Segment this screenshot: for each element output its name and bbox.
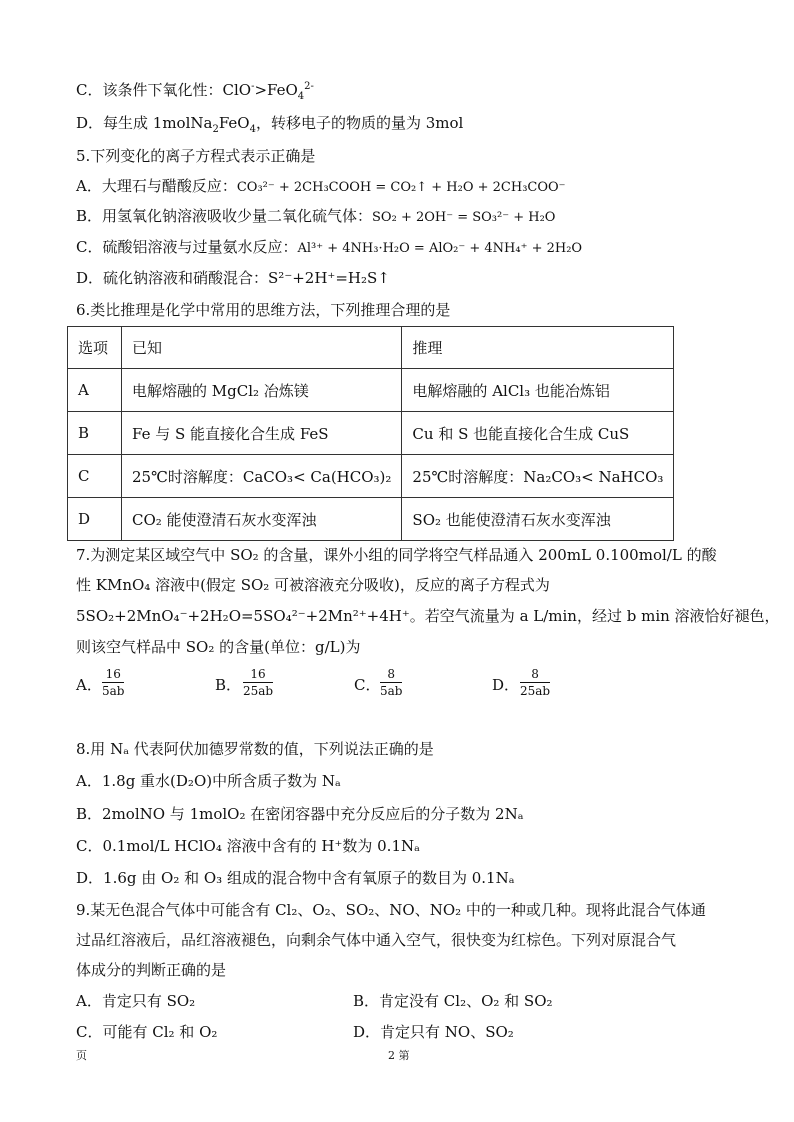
table-cell: 25℃时溶解度：Na₂CO₃< NaHCO₃ (402, 455, 674, 498)
q6-stem: 6.类比推理是化学中常用的思维方法，下列推理合理的是 (76, 301, 451, 319)
q9-line-1: 9.某无色混合气体中可能含有 Cl₂、O₂、SO₂、NO、NO₂ 中的一种或几种。现将此混合气体通 (76, 901, 706, 919)
table-row (68, 412, 674, 455)
q6-table (67, 326, 674, 541)
table-cell: CO₂ 能使澄清石灰水变浑浊 (122, 498, 402, 541)
table-cell: 电解熔融的 AlCl₃ 也能冶炼铝 (402, 369, 674, 412)
q8-option-d: D．1.6g 由 O₂ 和 O₃ 组成的混合物中含有氧原子的数目为 0.1Nₐ (76, 869, 515, 887)
q7-option-b-label: B． (215, 676, 242, 694)
q7-option-c-fraction: $\frac{8}{5ab}$ (380, 667, 403, 698)
q7-line-4: 则该空气样品中 SO₂ 的含量(单位：g/L)为 (76, 638, 361, 656)
table-row (68, 369, 674, 412)
table-cell: B (68, 412, 122, 455)
header-cell: 选项 (68, 327, 122, 369)
q9-option-a: A．肯定只有 SO₂ (76, 992, 196, 1010)
q4-option-c: C．该条件下氧化性：ClO->FeO$_4^{2-}$ (76, 81, 314, 102)
q9-option-c: C．可能有 Cl₂ 和 O₂ (76, 1023, 218, 1041)
q8-option-a: A．1.8g 重水(D₂O)中所含质子数为 Nₐ (76, 772, 341, 790)
q9-line-3: 体成分的判断正确的是 (76, 961, 227, 979)
table-cell: 电解熔融的 MgCl₂ 冶炼镁 (122, 369, 402, 412)
q7-line-3: 5SO₂+2MnO₄⁻+2H₂O=5SO₄²⁻+2Mn²⁺+4H⁺。若空气流量为 a L/min，经过 b min 溶液恰好褪色， (76, 607, 780, 625)
header-cell: 已知 (122, 327, 402, 369)
table-cell: 25℃时溶解度：CaCO₃< Ca(HCO₃)₂ (122, 455, 402, 498)
q8-option-b: B．2molNO 与 1molO₂ 在密闭容器中充分反应后的分子数为 2Nₐ (76, 805, 524, 823)
table-cell: D (68, 498, 122, 541)
table-header-row (68, 327, 674, 369)
q7-option-d-fraction: $\frac{8}{25ab}$ (520, 667, 551, 698)
table-row (68, 498, 674, 541)
footer-left: 页 (76, 1049, 87, 1062)
table-cell: A (68, 369, 122, 412)
q5-stem: 5.下列变化的离子方程式表示正确是 (76, 147, 316, 165)
q7-option-d-label: D． (492, 676, 520, 694)
q7-option-c-label: C． (354, 676, 381, 694)
q5-option-d: D．硫化钠溶液和硝酸混合：S²⁻+2H⁺=H₂S↑ (76, 269, 390, 287)
q7-option-a-fraction: $\frac{16}{5ab}$ (102, 667, 125, 698)
page-number: 2 第 (388, 1049, 410, 1062)
q5-option-c: C．硫酸铝溶液与过量氨水反应：Al³⁺ + 4NH₃·H₂O = AlO₂⁻ + 4NH₄⁺ + 2H₂O (76, 238, 583, 256)
q7-option-a-label: A． (76, 676, 102, 694)
q8-stem: 8.用 Nₐ 代表阿伏加德罗常数的值，下列说法正确的是 (76, 740, 434, 758)
table-cell: SO₂ 也能使澄清石灰水变浑浊 (402, 498, 674, 541)
q7-option-b-fraction: $\frac{16}{25ab}$ (243, 667, 274, 698)
q8-option-c: C．0.1mol/L HClO₄ 溶液中含有的 H⁺数为 0.1Nₐ (76, 837, 420, 855)
q9-option-b: B．肯定没有 Cl₂、O₂ 和 SO₂ (353, 992, 553, 1010)
table-cell: Fe 与 S 能直接化合生成 FeS (122, 412, 402, 455)
header-cell: 推理 (402, 327, 674, 369)
q5-option-a: A．大理石与醋酸反应：CO₃²⁻ + 2CH₃COOH = CO₂↑ + H₂O + 2CH₃COO⁻ (76, 177, 566, 195)
table-cell: Cu 和 S 也能直接化合生成 CuS (402, 412, 674, 455)
q5-option-b: B．用氢氧化钠溶液吸收少量二氧化硫气体：SO₂ + 2OH⁻ = SO₃²⁻ + H₂O (76, 207, 556, 225)
q9-line-2: 过品红溶液后，品红溶液褪色，向剩余气体中通入空气，很快变为红棕色。下列对原混合气 (76, 931, 677, 949)
table-cell: C (68, 455, 122, 498)
q4-option-d: D．每生成 1molNa$_2$FeO$_4$，转移电子的物质的量为 3mol (76, 114, 464, 135)
q9-option-d: D．肯定只有 NO、SO₂ (353, 1023, 514, 1041)
table-row (68, 455, 674, 498)
q7-line-2: 性 KMnO₄ 溶液中(假定 SO₂ 可被溶液充分吸收)，反应的离子方程式为 (76, 576, 550, 594)
q7-line-1: 7.为测定某区域空气中 SO₂ 的含量，课外小组的同学将空气样品通入 200mL 0.100mol/L 的酸 (76, 546, 717, 564)
